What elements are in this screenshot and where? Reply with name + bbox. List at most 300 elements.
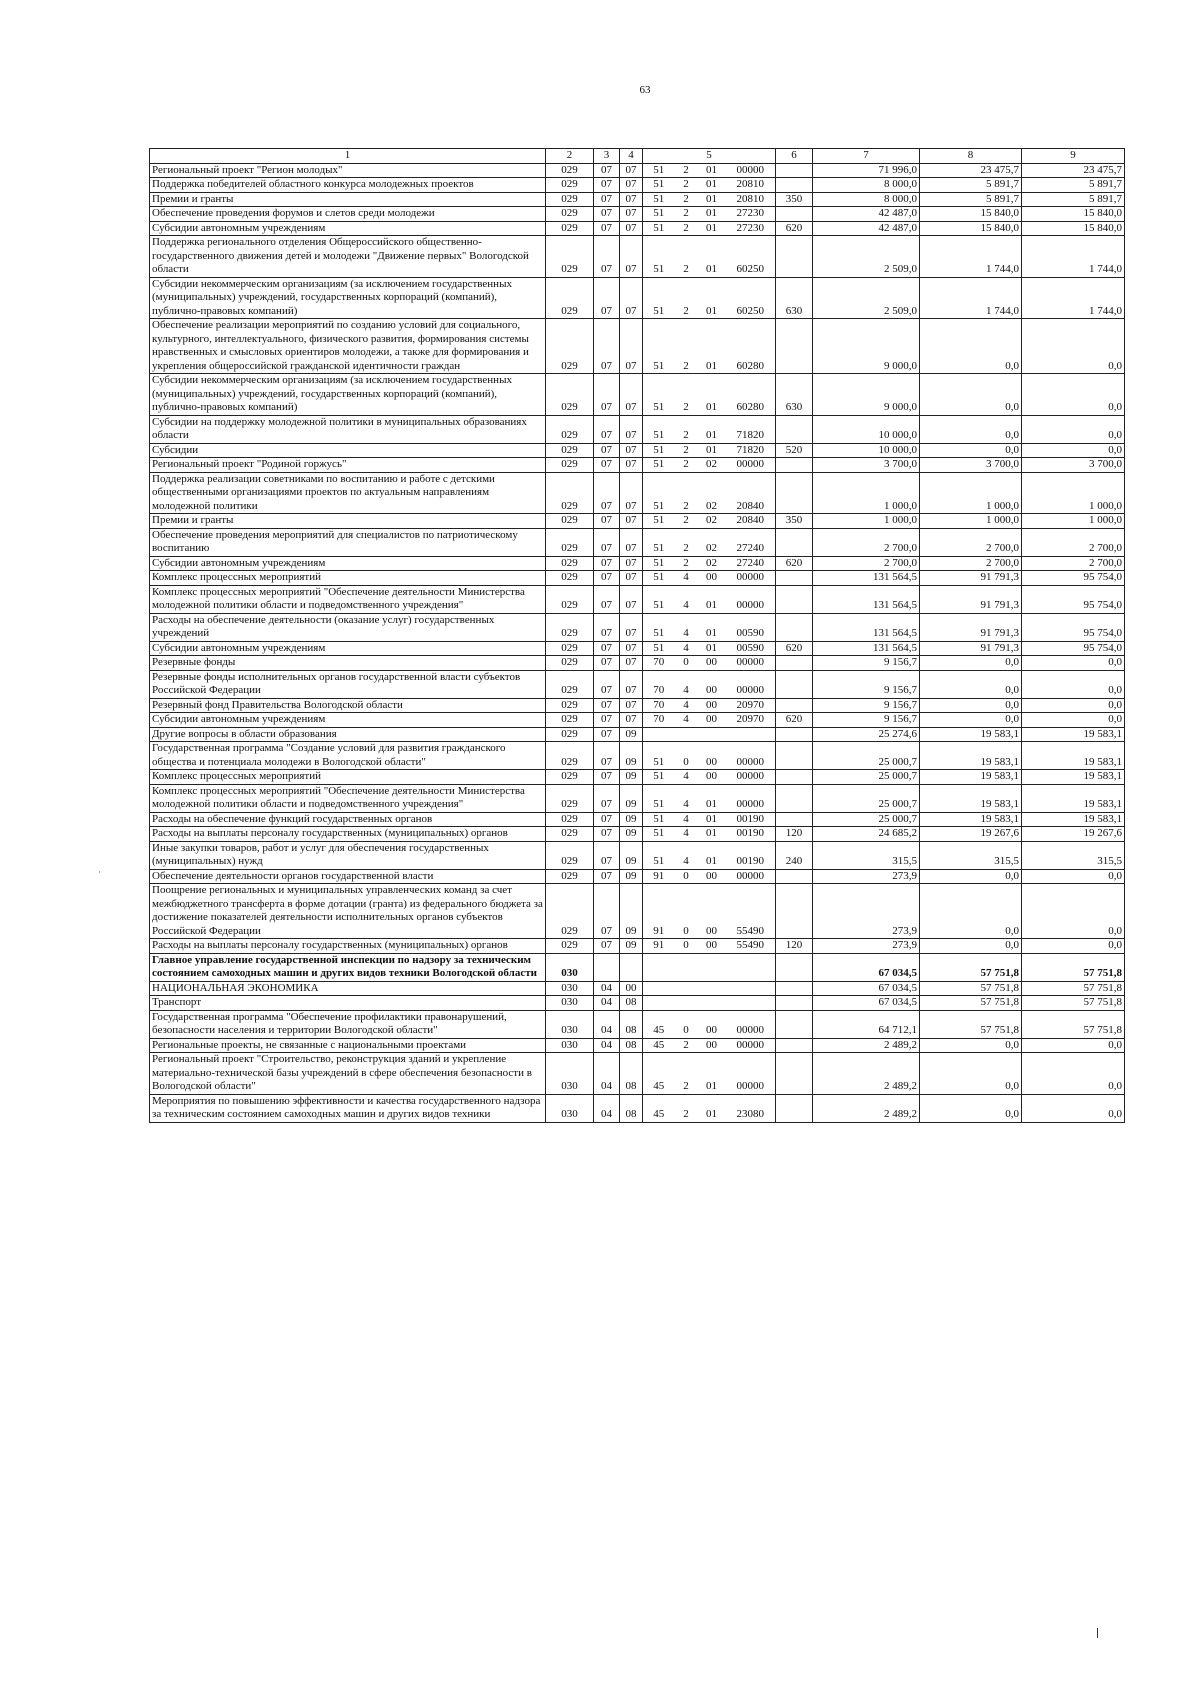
amount-col8-cell: 2 700,0 [920, 528, 1022, 556]
section-code-cell: 07 [594, 713, 620, 728]
amount-col7-cell: 71 996,0 [813, 163, 920, 178]
amount-col8-cell: 0,0 [920, 1094, 1022, 1122]
section-code-cell: 07 [594, 939, 620, 954]
amount-col9-cell: 0,0 [1022, 415, 1125, 443]
amount-col9-cell: 95 754,0 [1022, 613, 1125, 641]
amount-col8-cell: 0,0 [920, 939, 1022, 954]
amount-col8-cell: 91 791,3 [920, 613, 1022, 641]
expense-type-cell: 120 [776, 939, 813, 954]
target-article-part-cell: 51 [643, 458, 675, 473]
header-cell: 1 [150, 149, 546, 164]
amount-col7-cell: 9 156,7 [813, 698, 920, 713]
target-article-part-cell: 51 [643, 841, 675, 869]
expense-type-cell: 350 [776, 192, 813, 207]
target-article-part-cell: 27240 [726, 556, 776, 571]
expense-type-cell [776, 1053, 813, 1095]
target-article-part-cell [698, 996, 726, 1011]
target-article-part-cell: 0 [675, 884, 698, 939]
section-code-cell: 07 [594, 514, 620, 529]
target-article-part-cell: 00 [698, 884, 726, 939]
amount-col8-cell: 315,5 [920, 841, 1022, 869]
target-article-part-cell: 51 [643, 192, 675, 207]
section-code-cell: 07 [594, 458, 620, 473]
target-article-part-cell: 71820 [726, 443, 776, 458]
admin-code-cell: 029 [546, 528, 594, 556]
amount-col8-cell: 19 583,1 [920, 784, 1022, 812]
target-article-part-cell [698, 953, 726, 981]
budget-table [149, 148, 1125, 1123]
amount-col9-cell: 0,0 [1022, 670, 1125, 698]
expense-type-cell: 120 [776, 827, 813, 842]
row-name-cell: Резервный фонд Правительства Вологодской области [150, 698, 546, 713]
subsection-code-cell: 07 [620, 528, 643, 556]
target-article-part-cell: 01 [698, 207, 726, 222]
target-article-part-cell: 2 [675, 443, 698, 458]
expense-type-cell [776, 869, 813, 884]
target-article-part-cell: 00 [698, 670, 726, 698]
section-code-cell: 07 [594, 192, 620, 207]
amount-col9-cell: 19 583,1 [1022, 784, 1125, 812]
row-name-cell: Региональные проекты, не связанные с национальными проектами [150, 1038, 546, 1053]
target-article-part-cell: 00000 [726, 770, 776, 785]
target-article-part-cell: 01 [698, 585, 726, 613]
amount-col8-cell: 0,0 [920, 698, 1022, 713]
row-name-cell: НАЦИОНАЛЬНАЯ ЭКОНОМИКА [150, 981, 546, 996]
row-name-cell: Государственная программа "Обеспечение профилактики правонарушений, безопасности населения и территории Вологодской области" [150, 1010, 546, 1038]
row-name-cell: Субсидии на поддержку молодежной политики в муниципальных образованиях области [150, 415, 546, 443]
amount-col9-cell: 0,0 [1022, 869, 1125, 884]
target-article-part-cell: 00 [698, 939, 726, 954]
target-article-part-cell: 01 [698, 1053, 726, 1095]
row-name-cell: Расходы на выплаты персоналу государственных (муниципальных) органов [150, 827, 546, 842]
admin-code-cell: 029 [546, 207, 594, 222]
amount-col7-cell: 9 156,7 [813, 670, 920, 698]
subsection-code-cell: 07 [620, 670, 643, 698]
amount-col7-cell: 10 000,0 [813, 415, 920, 443]
amount-col9-cell: 0,0 [1022, 319, 1125, 374]
section-code-cell: 07 [594, 571, 620, 586]
table-row [150, 884, 1125, 939]
amount-col9-cell: 5 891,7 [1022, 178, 1125, 193]
amount-col7-cell: 3 700,0 [813, 458, 920, 473]
target-article-part-cell: 4 [675, 713, 698, 728]
target-article-part-cell: 00 [698, 1038, 726, 1053]
amount-col7-cell: 273,9 [813, 939, 920, 954]
target-article-part-cell: 2 [675, 207, 698, 222]
table-row [150, 727, 1125, 742]
expense-type-cell: 620 [776, 641, 813, 656]
amount-col8-cell: 23 475,7 [920, 163, 1022, 178]
target-article-part-cell: 01 [698, 827, 726, 842]
amount-col7-cell: 42 487,0 [813, 221, 920, 236]
expense-type-cell: 630 [776, 277, 813, 319]
row-name-cell: Премии и гранты [150, 192, 546, 207]
target-article-part-cell: 51 [643, 415, 675, 443]
target-article-part-cell: 51 [643, 207, 675, 222]
table-row [150, 981, 1125, 996]
section-code-cell: 07 [594, 221, 620, 236]
target-article-part-cell [643, 996, 675, 1011]
target-article-part-cell: 51 [643, 827, 675, 842]
expense-type-cell [776, 770, 813, 785]
target-article-part-cell: 71820 [726, 415, 776, 443]
subsection-code-cell: 07 [620, 443, 643, 458]
amount-col7-cell: 273,9 [813, 884, 920, 939]
target-article-part-cell: 4 [675, 571, 698, 586]
target-article-part-cell: 0 [675, 869, 698, 884]
table-row [150, 698, 1125, 713]
table-row [150, 528, 1125, 556]
subsection-code-cell: 09 [620, 884, 643, 939]
table-row [150, 1094, 1125, 1122]
row-name-cell: Государственная программа "Создание условий для развития гражданского общества и потенциала молодежи в Вологодской области" [150, 742, 546, 770]
amount-col7-cell: 2 509,0 [813, 277, 920, 319]
row-name-cell: Региональный проект "Родиной горжусь" [150, 458, 546, 473]
amount-col9-cell: 0,0 [1022, 1094, 1125, 1122]
subsection-code-cell: 07 [620, 221, 643, 236]
target-article-part-cell: 91 [643, 939, 675, 954]
target-article-part-cell: 2 [675, 528, 698, 556]
amount-col9-cell: 0,0 [1022, 939, 1125, 954]
subsection-code-cell [620, 953, 643, 981]
subsection-code-cell: 08 [620, 1094, 643, 1122]
subsection-code-cell: 07 [620, 585, 643, 613]
target-article-part-cell: 4 [675, 841, 698, 869]
amount-col9-cell: 15 840,0 [1022, 221, 1125, 236]
amount-col7-cell: 24 685,2 [813, 827, 920, 842]
admin-code-cell: 029 [546, 319, 594, 374]
expense-type-cell [776, 613, 813, 641]
amount-col7-cell: 8 000,0 [813, 192, 920, 207]
target-article-part-cell: 00 [698, 770, 726, 785]
expense-type-cell [776, 571, 813, 586]
amount-col9-cell: 2 700,0 [1022, 528, 1125, 556]
row-name-cell: Субсидии автономным учреждениям [150, 713, 546, 728]
section-code-cell: 07 [594, 207, 620, 222]
target-article-part-cell: 0 [675, 939, 698, 954]
expense-type-cell [776, 784, 813, 812]
target-article-part-cell: 60250 [726, 236, 776, 278]
table-row [150, 656, 1125, 671]
admin-code-cell: 029 [546, 841, 594, 869]
table-row [150, 869, 1125, 884]
target-article-part-cell: 02 [698, 458, 726, 473]
target-article-part-cell: 0 [675, 656, 698, 671]
target-article-part-cell: 2 [675, 221, 698, 236]
amount-col8-cell: 91 791,3 [920, 571, 1022, 586]
section-code-cell: 07 [594, 277, 620, 319]
header-cell: 3 [594, 149, 620, 164]
target-article-part-cell: 45 [643, 1010, 675, 1038]
target-article-part-cell: 60250 [726, 277, 776, 319]
admin-code-cell: 029 [546, 585, 594, 613]
table-row [150, 827, 1125, 842]
expense-type-cell [776, 528, 813, 556]
header-row [150, 149, 1125, 164]
target-article-part-cell: 00000 [726, 1010, 776, 1038]
target-article-part-cell: 2 [675, 1094, 698, 1122]
target-article-part-cell: 2 [675, 514, 698, 529]
section-code-cell: 07 [594, 770, 620, 785]
target-article-part-cell: 20970 [726, 713, 776, 728]
table-row [150, 812, 1125, 827]
amount-col9-cell: 23 475,7 [1022, 163, 1125, 178]
expense-type-cell: 620 [776, 556, 813, 571]
table-row [150, 458, 1125, 473]
target-article-part-cell: 2 [675, 472, 698, 514]
target-article-part-cell [726, 996, 776, 1011]
row-name-cell: Поддержка победителей областного конкурса молодежных проектов [150, 178, 546, 193]
admin-code-cell: 029 [546, 163, 594, 178]
target-article-part-cell: 4 [675, 641, 698, 656]
row-name-cell: Резервные фонды исполнительных органов государственной власти субъектов Российской Федерации [150, 670, 546, 698]
subsection-code-cell: 07 [620, 472, 643, 514]
expense-type-cell [776, 996, 813, 1011]
target-article-part-cell: 55490 [726, 884, 776, 939]
amount-col9-cell: 15 840,0 [1022, 207, 1125, 222]
admin-code-cell: 030 [546, 1053, 594, 1095]
table-row [150, 472, 1125, 514]
amount-col8-cell: 19 583,1 [920, 742, 1022, 770]
amount-col8-cell: 2 700,0 [920, 556, 1022, 571]
target-article-part-cell: 00190 [726, 827, 776, 842]
amount-col7-cell: 25 000,7 [813, 742, 920, 770]
subsection-code-cell: 08 [620, 1053, 643, 1095]
table-row [150, 953, 1125, 981]
subsection-code-cell: 09 [620, 869, 643, 884]
table-row [150, 207, 1125, 222]
admin-code-cell: 030 [546, 996, 594, 1011]
amount-col8-cell: 0,0 [920, 1053, 1022, 1095]
header-cell: 4 [620, 149, 643, 164]
target-article-part-cell: 45 [643, 1053, 675, 1095]
admin-code-cell: 029 [546, 613, 594, 641]
amount-col8-cell: 19 583,1 [920, 727, 1022, 742]
amount-col7-cell: 131 564,5 [813, 585, 920, 613]
amount-col9-cell: 57 751,8 [1022, 981, 1125, 996]
admin-code-cell: 029 [546, 670, 594, 698]
amount-col7-cell: 131 564,5 [813, 613, 920, 641]
target-article-part-cell: 51 [643, 556, 675, 571]
section-code-cell: 07 [594, 319, 620, 374]
target-article-part-cell [643, 953, 675, 981]
target-article-part-cell: 01 [698, 221, 726, 236]
target-article-part-cell: 60280 [726, 374, 776, 416]
target-article-part-cell: 51 [643, 374, 675, 416]
target-article-part-cell: 20840 [726, 514, 776, 529]
header-cell: 6 [776, 149, 813, 164]
target-article-part-cell: 01 [698, 641, 726, 656]
admin-code-cell: 029 [546, 641, 594, 656]
subsection-code-cell: 08 [620, 996, 643, 1011]
target-article-part-cell: 01 [698, 163, 726, 178]
amount-col7-cell: 2 700,0 [813, 528, 920, 556]
amount-col8-cell: 91 791,3 [920, 641, 1022, 656]
admin-code-cell: 030 [546, 953, 594, 981]
target-article-part-cell [675, 996, 698, 1011]
target-article-part-cell: 01 [698, 613, 726, 641]
section-code-cell: 04 [594, 1038, 620, 1053]
subsection-code-cell: 07 [620, 178, 643, 193]
row-name-cell: Главное управление государственной инспекции по надзору за техническим состоянием самоходных машин и других видов техники Вологодской области [150, 953, 546, 981]
row-name-cell: Комплекс процессных мероприятий "Обеспечение деятельности Министерства молодежной политики области и подведомственного учреждения" [150, 784, 546, 812]
target-article-part-cell: 00590 [726, 641, 776, 656]
section-code-cell: 07 [594, 236, 620, 278]
amount-col9-cell: 0,0 [1022, 1038, 1125, 1053]
header-cell: 5 [643, 149, 776, 164]
subsection-code-cell: 07 [620, 698, 643, 713]
amount-col9-cell: 0,0 [1022, 374, 1125, 416]
admin-code-cell: 029 [546, 742, 594, 770]
expense-type-cell: 620 [776, 713, 813, 728]
target-article-part-cell: 01 [698, 443, 726, 458]
table-row [150, 585, 1125, 613]
section-code-cell: 07 [594, 556, 620, 571]
target-article-part-cell: 02 [698, 528, 726, 556]
admin-code-cell: 029 [546, 236, 594, 278]
target-article-part-cell: 02 [698, 556, 726, 571]
subsection-code-cell: 07 [620, 656, 643, 671]
target-article-part-cell: 4 [675, 698, 698, 713]
section-code-cell: 04 [594, 1053, 620, 1095]
target-article-part-cell: 60280 [726, 319, 776, 374]
expense-type-cell [776, 727, 813, 742]
target-article-part-cell [726, 953, 776, 981]
expense-type-cell: 350 [776, 514, 813, 529]
target-article-part-cell: 51 [643, 613, 675, 641]
target-article-part-cell: 51 [643, 641, 675, 656]
amount-col8-cell: 1 000,0 [920, 514, 1022, 529]
expense-type-cell [776, 178, 813, 193]
table-row [150, 236, 1125, 278]
subsection-code-cell: 07 [620, 207, 643, 222]
target-article-part-cell: 51 [643, 742, 675, 770]
table-row [150, 374, 1125, 416]
table-row [150, 192, 1125, 207]
table-row [150, 670, 1125, 698]
header-cell: 2 [546, 149, 594, 164]
target-article-part-cell: 45 [643, 1094, 675, 1122]
admin-code-cell: 029 [546, 698, 594, 713]
subsection-code-cell: 07 [620, 415, 643, 443]
section-code-cell: 07 [594, 641, 620, 656]
row-name-cell: Другие вопросы в области образования [150, 727, 546, 742]
row-name-cell: Обеспечение проведения мероприятий для специалистов по патриотическому воспитанию [150, 528, 546, 556]
amount-col8-cell: 0,0 [920, 670, 1022, 698]
amount-col7-cell: 67 034,5 [813, 996, 920, 1011]
row-name-cell: Расходы на обеспечение деятельности (оказание услуг) государственных учреждений [150, 613, 546, 641]
table-row [150, 770, 1125, 785]
target-article-part-cell: 00000 [726, 742, 776, 770]
expense-type-cell [776, 458, 813, 473]
table-row [150, 1038, 1125, 1053]
subsection-code-cell: 07 [620, 514, 643, 529]
admin-code-cell: 030 [546, 1010, 594, 1038]
section-code-cell: 07 [594, 613, 620, 641]
admin-code-cell: 029 [546, 514, 594, 529]
target-article-part-cell [643, 981, 675, 996]
admin-code-cell: 029 [546, 277, 594, 319]
table-row [150, 939, 1125, 954]
admin-code-cell: 029 [546, 458, 594, 473]
amount-col8-cell: 0,0 [920, 656, 1022, 671]
target-article-part-cell: 70 [643, 670, 675, 698]
table-row [150, 641, 1125, 656]
row-name-cell: Субсидии автономным учреждениям [150, 556, 546, 571]
target-article-part-cell: 00 [698, 1010, 726, 1038]
subsection-code-cell: 07 [620, 571, 643, 586]
target-article-part-cell: 2 [675, 415, 698, 443]
row-name-cell: Обеспечение проведения форумов и слетов среди молодежи [150, 207, 546, 222]
target-article-part-cell: 00000 [726, 784, 776, 812]
section-code-cell: 07 [594, 670, 620, 698]
target-article-part-cell: 00 [698, 713, 726, 728]
target-article-part-cell: 51 [643, 443, 675, 458]
amount-col7-cell: 315,5 [813, 841, 920, 869]
target-article-part-cell: 2 [675, 374, 698, 416]
amount-col8-cell: 0,0 [920, 869, 1022, 884]
header-cell: 9 [1022, 149, 1125, 164]
target-article-part-cell: 01 [698, 841, 726, 869]
amount-col9-cell: 1 000,0 [1022, 472, 1125, 514]
target-article-part-cell: 2 [675, 319, 698, 374]
target-article-part-cell: 01 [698, 236, 726, 278]
target-article-part-cell [726, 981, 776, 996]
amount-col7-cell: 9 000,0 [813, 319, 920, 374]
target-article-part-cell: 01 [698, 374, 726, 416]
expense-type-cell [776, 163, 813, 178]
target-article-part-cell: 23080 [726, 1094, 776, 1122]
admin-code-cell: 029 [546, 221, 594, 236]
target-article-part-cell: 4 [675, 613, 698, 641]
amount-col9-cell: 315,5 [1022, 841, 1125, 869]
target-article-part-cell: 51 [643, 770, 675, 785]
target-article-part-cell: 01 [698, 812, 726, 827]
row-name-cell: Транспорт [150, 996, 546, 1011]
expense-type-cell [776, 1038, 813, 1053]
table-row [150, 163, 1125, 178]
admin-code-cell: 029 [546, 571, 594, 586]
table-row [150, 415, 1125, 443]
amount-col8-cell: 0,0 [920, 443, 1022, 458]
table-row [150, 713, 1125, 728]
row-name-cell: Региональный проект "Строительство, реконструкция зданий и укрепление материально-технической базы учреждений в сфере обеспечения безопасности в Вологодской области" [150, 1053, 546, 1095]
amount-col7-cell: 42 487,0 [813, 207, 920, 222]
target-article-part-cell: 01 [698, 277, 726, 319]
amount-col9-cell: 2 700,0 [1022, 556, 1125, 571]
scan-artifact: · [98, 867, 101, 877]
target-article-part-cell: 00000 [726, 670, 776, 698]
row-name-cell: Комплекс процессных мероприятий [150, 770, 546, 785]
target-article-part-cell: 02 [698, 514, 726, 529]
admin-code-cell: 029 [546, 192, 594, 207]
amount-col9-cell: 0,0 [1022, 656, 1125, 671]
target-article-part-cell: 00 [698, 656, 726, 671]
header-cell: 7 [813, 149, 920, 164]
section-code-cell: 04 [594, 981, 620, 996]
subsection-code-cell: 09 [620, 742, 643, 770]
target-article-part-cell [726, 727, 776, 742]
amount-col9-cell: 95 754,0 [1022, 571, 1125, 586]
subsection-code-cell: 07 [620, 458, 643, 473]
table-row [150, 784, 1125, 812]
section-code-cell: 07 [594, 374, 620, 416]
target-article-part-cell: 51 [643, 163, 675, 178]
section-code-cell: 04 [594, 1094, 620, 1122]
target-article-part-cell: 51 [643, 812, 675, 827]
row-name-cell: Субсидии некоммерческим организациям (за исключением государственных (муниципальных) учреждений, государственных корпораций (компаний), публично-правовых компаний) [150, 374, 546, 416]
target-article-part-cell: 91 [643, 884, 675, 939]
